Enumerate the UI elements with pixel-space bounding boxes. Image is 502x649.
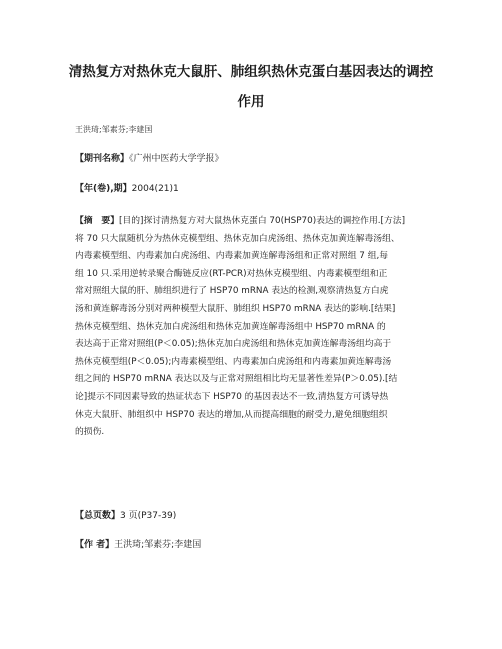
abstract-line: 休克大鼠肝、肺组织中 HSP70 表达的增加,从而提高细胞的耐受力,避免细胞组织 [75,409,388,420]
abstract-line: 汤和黄连解毒汤分别对两种模型大鼠肝、肺组织 HSP70 mRNA 表达的影响.[结果] [75,303,396,314]
author-byline: 王洪琦;邹素芬;李建国 [75,125,153,134]
abstract-line: 热休克模型组、热休克加白虎汤组和热休克加黄连解毒汤组中 HSP70 mRNA 的 [75,321,386,332]
abstract-line: 内毒素模型组、内毒素加白虎汤组、内毒素加黄连解毒汤组和正常对照组 7 组,每 [75,251,389,262]
total-pages-field [75,510,176,522]
authors-label: 【作 者】 [75,540,115,550]
journal-label: 【期刊名称】 [75,154,130,164]
abstract-line: 表达高于正常对照组(P＜0.05);热休克加白虎汤组和热休克加黄连解毒汤组均高于 [75,339,392,350]
abstract-line: 论]提示不同因素导致的热证状态下 HSP70 的基因表达不一致,清热复方可诱导热 [75,391,389,402]
year-issue-field [75,183,179,195]
authors-value: 王洪琦;邹素芬;李建国 [114,540,202,550]
year-issue-value: 2004(21)1 [131,184,179,194]
abstract-line: 将 70 只大鼠随机分为热休克模型组、热休克加白虎汤组、热休克加黄连解毒汤组、 [75,233,400,244]
journal-field [75,153,224,165]
article-title-line-1: 清热复方对热休克大鼠肝、肺组织热休克蛋白基因表达的调控 [68,64,434,80]
abstract-line: 组之间的 HSP70 mRNA 表达以及与正常对照组相比均无显著性差异(P＞0.05).[结 [75,374,398,385]
journal-value: 《广州中医药大学学报》 [129,154,224,164]
abstract-line: 【摘 要】[目的]探讨清热复方对大鼠热休克蛋白 70(HSP70)表达的调控作用.[方法] [75,216,405,226]
abstract-block [75,213,435,442]
year-issue-label: 【年(卷),期】 [75,184,132,194]
abstract-line: 常对照组大鼠的肝、肺组织进行了 HSP70 mRNA 表达的检测,观察清热复方白虎 [75,286,389,297]
abstract-line: 的损伤. [75,427,105,438]
total-pages-value: 3 页(P37-39) [120,511,177,521]
abstract-line: 热休克模型组(P＜0.05);内毒素模型组、内毒素加白虎汤组和内毒素加黄连解毒汤 [75,356,392,367]
abstract-line: 组 10 只.采用逆转录聚合酶链反应(RT-PCR)对热休克模型组、内毒素模型组和正 [75,268,388,279]
article-title-line-2: 作用 [237,94,265,110]
total-pages-label: 【总页数】 [75,511,121,521]
authors-field [75,539,201,551]
abstract-label: 【摘 要】 [75,216,119,226]
